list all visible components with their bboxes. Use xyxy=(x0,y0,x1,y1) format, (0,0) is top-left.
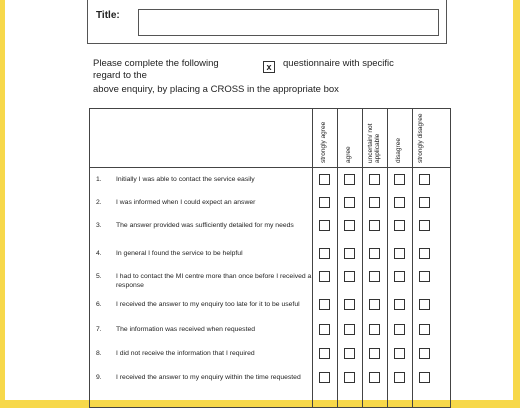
question-number: 3. xyxy=(96,222,102,229)
answer-checkbox[interactable] xyxy=(394,197,405,208)
answer-checkbox[interactable] xyxy=(319,174,330,185)
instruction-line-1b: questionnaire with specific xyxy=(283,58,394,69)
answer-checkbox[interactable] xyxy=(369,197,380,208)
answer-checkbox[interactable] xyxy=(344,197,355,208)
answer-checkbox[interactable] xyxy=(394,348,405,359)
column-divider xyxy=(362,109,363,407)
answer-checkbox[interactable] xyxy=(369,220,380,231)
answer-checkbox[interactable] xyxy=(419,324,430,335)
answer-checkbox[interactable] xyxy=(319,299,330,310)
question-text: I was informed when I could expect an answer xyxy=(116,199,256,206)
answer-checkbox[interactable] xyxy=(344,271,355,282)
scale-header: strongly disagree xyxy=(417,113,424,163)
instruction-line-1: Please complete the following xyxy=(93,58,219,69)
answer-checkbox[interactable] xyxy=(419,372,430,383)
question-text: The information was received when requested xyxy=(116,326,256,333)
question-number: 6. xyxy=(96,301,102,308)
question-text: Initially I was able to contact the service easily xyxy=(116,176,255,183)
answer-checkbox[interactable] xyxy=(344,372,355,383)
answer-checkbox[interactable] xyxy=(319,197,330,208)
answer-checkbox[interactable] xyxy=(369,324,380,335)
answer-checkbox[interactable] xyxy=(319,324,330,335)
answer-checkbox[interactable] xyxy=(394,174,405,185)
answer-checkbox[interactable] xyxy=(319,372,330,383)
column-divider xyxy=(412,109,413,407)
instruction-line-3: above enquiry, by placing a CROSS in the appropriate box xyxy=(93,84,339,95)
title-section xyxy=(87,0,447,44)
question-number: 4. xyxy=(96,250,102,257)
scale-header: disagree xyxy=(395,138,402,163)
answer-checkbox[interactable] xyxy=(344,174,355,185)
answer-checkbox[interactable] xyxy=(369,299,380,310)
instruction-line-2: regard to the xyxy=(93,70,147,81)
answer-checkbox[interactable] xyxy=(369,348,380,359)
answer-checkbox[interactable] xyxy=(344,299,355,310)
answer-checkbox[interactable] xyxy=(419,248,430,259)
answer-checkbox[interactable] xyxy=(319,248,330,259)
column-divider xyxy=(312,109,313,407)
column-divider xyxy=(387,109,388,407)
answer-checkbox[interactable] xyxy=(394,299,405,310)
answer-checkbox[interactable] xyxy=(419,271,430,282)
answer-checkbox[interactable] xyxy=(319,220,330,231)
title-input[interactable] xyxy=(138,9,439,36)
question-number: 8. xyxy=(96,350,102,357)
answer-checkbox[interactable] xyxy=(394,271,405,282)
answer-checkbox[interactable] xyxy=(319,348,330,359)
questionnaire-page xyxy=(5,0,513,400)
answer-checkbox[interactable] xyxy=(394,324,405,335)
answer-checkbox[interactable] xyxy=(394,248,405,259)
question-number: 5. xyxy=(96,273,102,280)
scale-header: uncertain/ not applicable xyxy=(367,123,381,163)
answer-checkbox[interactable] xyxy=(419,220,430,231)
scale-header: strongly agree xyxy=(320,121,327,163)
answer-checkbox[interactable] xyxy=(419,197,430,208)
question-text: I did not receive the information that I required xyxy=(116,350,255,357)
answer-checkbox[interactable] xyxy=(394,220,405,231)
answer-checkbox[interactable] xyxy=(369,372,380,383)
answer-checkbox[interactable] xyxy=(344,324,355,335)
answer-checkbox[interactable] xyxy=(369,248,380,259)
answer-checkbox[interactable] xyxy=(369,174,380,185)
answer-checkbox[interactable] xyxy=(394,372,405,383)
question-text: I received the answer to my enquiry within the time requested xyxy=(116,374,301,381)
question-text: I had to contact the MI centre more than once before I received a response xyxy=(116,273,312,289)
question-text: The answer provided was sufficiently detailed for my needs xyxy=(116,222,294,229)
answer-checkbox[interactable] xyxy=(369,271,380,282)
answer-checkbox[interactable] xyxy=(419,174,430,185)
answer-checkbox[interactable] xyxy=(344,220,355,231)
question-text: I received the answer to my enquiry too late for it to be useful xyxy=(116,301,300,308)
answer-checkbox[interactable] xyxy=(419,299,430,310)
example-cross-box: x xyxy=(263,61,275,73)
question-number: 2. xyxy=(96,199,102,206)
answer-checkbox[interactable] xyxy=(319,271,330,282)
scale-header: agree xyxy=(345,146,352,163)
question-number: 1. xyxy=(96,176,102,183)
answer-checkbox[interactable] xyxy=(419,348,430,359)
answer-checkbox[interactable] xyxy=(344,348,355,359)
title-label: Title: xyxy=(96,10,120,21)
question-text: In general I found the service to be helpful xyxy=(116,250,243,257)
question-number: 9. xyxy=(96,374,102,381)
header-divider xyxy=(90,167,450,168)
question-number: 7. xyxy=(96,326,102,333)
column-divider xyxy=(337,109,338,407)
questionnaire-table xyxy=(89,108,451,408)
answer-checkbox[interactable] xyxy=(344,248,355,259)
